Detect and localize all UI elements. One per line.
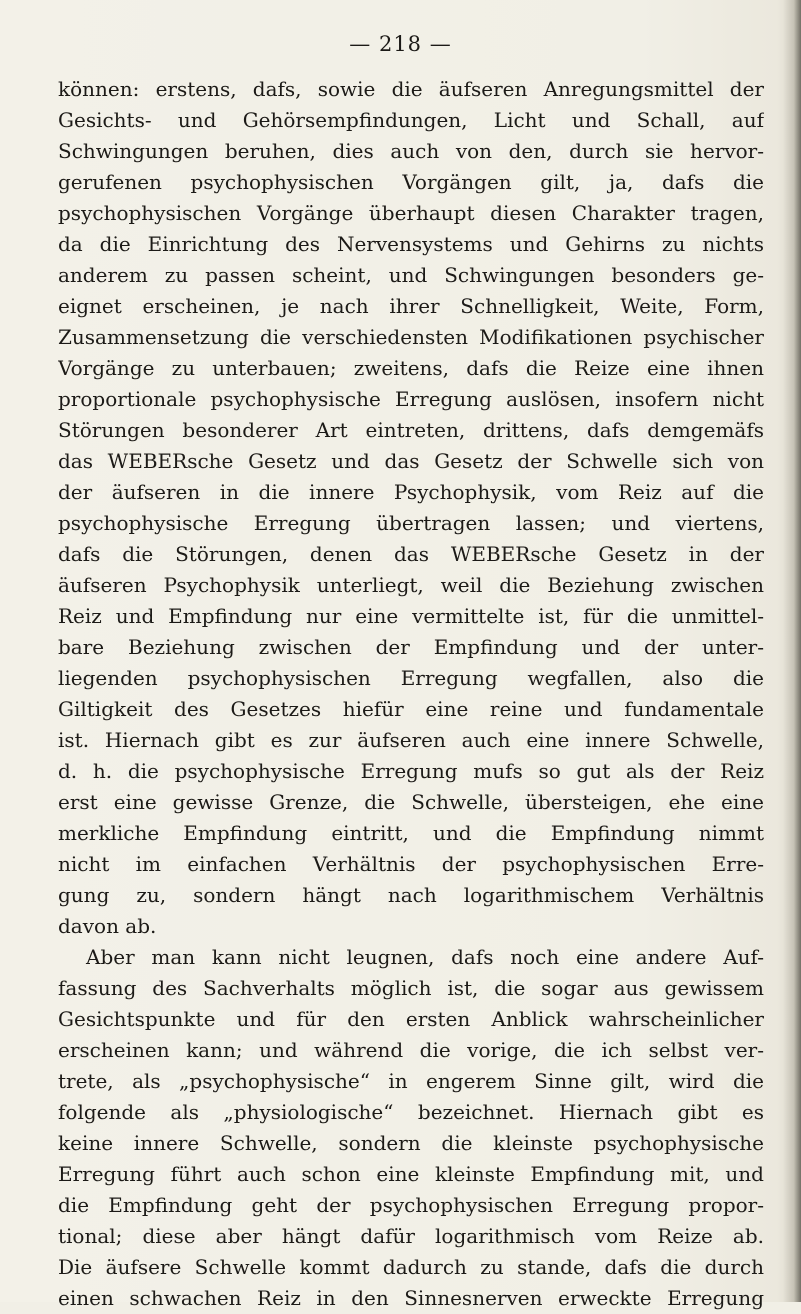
text-line: Gesichtspunkte und für den ersten Anblick wahrscheinlicher xyxy=(58,1007,764,1031)
text-line: da die Einrichtung des Nervensystems und Gehirns zu nichts xyxy=(58,232,764,256)
text-line: erst eine gewisse Grenze, die Schwelle, übersteigen, ehe eine xyxy=(58,790,764,814)
text-line: fassung des Sachverhalts möglich ist, die sogar aus gewissem xyxy=(58,976,764,1000)
text-line: können: erstens, dafs, sowie die äufseren Anregungsmittel der xyxy=(58,77,764,101)
text-line: davon ab. xyxy=(58,914,157,938)
text-line: die Empfindung geht der psychophysischen Erregung propor- xyxy=(58,1193,764,1217)
text-line: bare Beziehung zwischen der Empfindung und der unter- xyxy=(58,635,764,659)
text-line: das WEBERsche Gesetz und das Gesetz der Schwelle sich von xyxy=(58,449,764,473)
text-line: keine innere Schwelle, sondern die kleinste psychophysische xyxy=(58,1131,764,1155)
text-line: einen schwachen Reiz in den Sinnesnerven erweckte Erregung xyxy=(58,1286,764,1310)
text-line: Die äufsere Schwelle kommt dadurch zu stande, dafs die durch xyxy=(58,1255,764,1279)
text-line: merkliche Empfindung eintritt, und die Empfindung nimmt xyxy=(58,821,764,845)
body-text xyxy=(58,74,764,1314)
text-line: gung zu, sondern hängt nach logarithmischem Verhältnis xyxy=(58,883,764,907)
text-line: Aber man kann nicht leugnen, dafs noch eine andere Auf- xyxy=(86,945,764,969)
text-line: eignet erscheinen, je nach ihrer Schnelligkeit, Weite, Form, xyxy=(58,294,764,318)
text-line: anderem zu passen scheint, und Schwingungen besonders ge- xyxy=(58,263,764,287)
text-line: proportionale psychophysische Erregung auslösen, insofern nicht xyxy=(58,387,764,411)
text-line: der äufseren in die innere Psychophysik, vom Reiz auf die xyxy=(58,480,764,504)
text-line: liegenden psychophysischen Erregung wegfallen, also die xyxy=(58,666,764,690)
text-line: psychophysischen Vorgänge überhaupt diesen Charakter tragen, xyxy=(58,201,764,225)
text-line: trete, als „psychophysische“ in engerem Sinne gilt, wird die xyxy=(58,1069,764,1093)
text-line: dafs die Störungen, denen das WEBERsche Gesetz in der xyxy=(58,542,764,566)
text-line: ist. Hiernach gibt es zur äufseren auch eine innere Schwelle, xyxy=(58,728,764,752)
text-line: gerufenen psychophysischen Vorgängen gilt, ja, dafs die xyxy=(58,170,764,194)
text-line: Giltigkeit des Gesetzes hiefür eine reine und fundamentale xyxy=(58,697,764,721)
page-number: — 218 — xyxy=(349,32,452,56)
text-line: psychophysische Erregung übertragen lassen; und viertens, xyxy=(58,511,764,535)
text-line: Reiz und Empfindung nur eine vermittelte ist, für die unmittel- xyxy=(58,604,764,628)
text-line: Erregung führt auch schon eine kleinste Empfindung mit, und xyxy=(58,1162,764,1186)
text-line: d. h. die psychophysische Erregung mufs so gut als der Reiz xyxy=(58,759,764,783)
text-line: Störungen besonderer Art eintreten, drittens, dafs demgemäfs xyxy=(58,418,764,442)
text-line: Zusammensetzung die verschiedensten Modifikationen psychischer xyxy=(58,325,764,349)
text-line: nicht im einfachen Verhältnis der psychophysischen Erre- xyxy=(58,852,764,876)
text-line: Vorgänge zu unterbauen; zweitens, dafs die Reize eine ihnen xyxy=(58,356,764,380)
text-line: Schwingungen beruhen, dies auch von den, durch sie hervor- xyxy=(58,139,764,163)
text-line: äufseren Psychophysik unterliegt, weil die Beziehung zwischen xyxy=(58,573,764,597)
text-line: folgende als „physiologische“ bezeichnet. Hiernach gibt es xyxy=(58,1100,764,1124)
text-line: Gesichts- und Gehörsempfindungen, Licht und Schall, auf xyxy=(58,108,764,132)
page-edge-shadow xyxy=(783,0,801,1302)
text-line: erscheinen kann; und während die vorige, die ich selbst ver- xyxy=(58,1038,764,1062)
text-line: tional; diese aber hängt dafür logarithmisch vom Reize ab. xyxy=(58,1224,764,1248)
